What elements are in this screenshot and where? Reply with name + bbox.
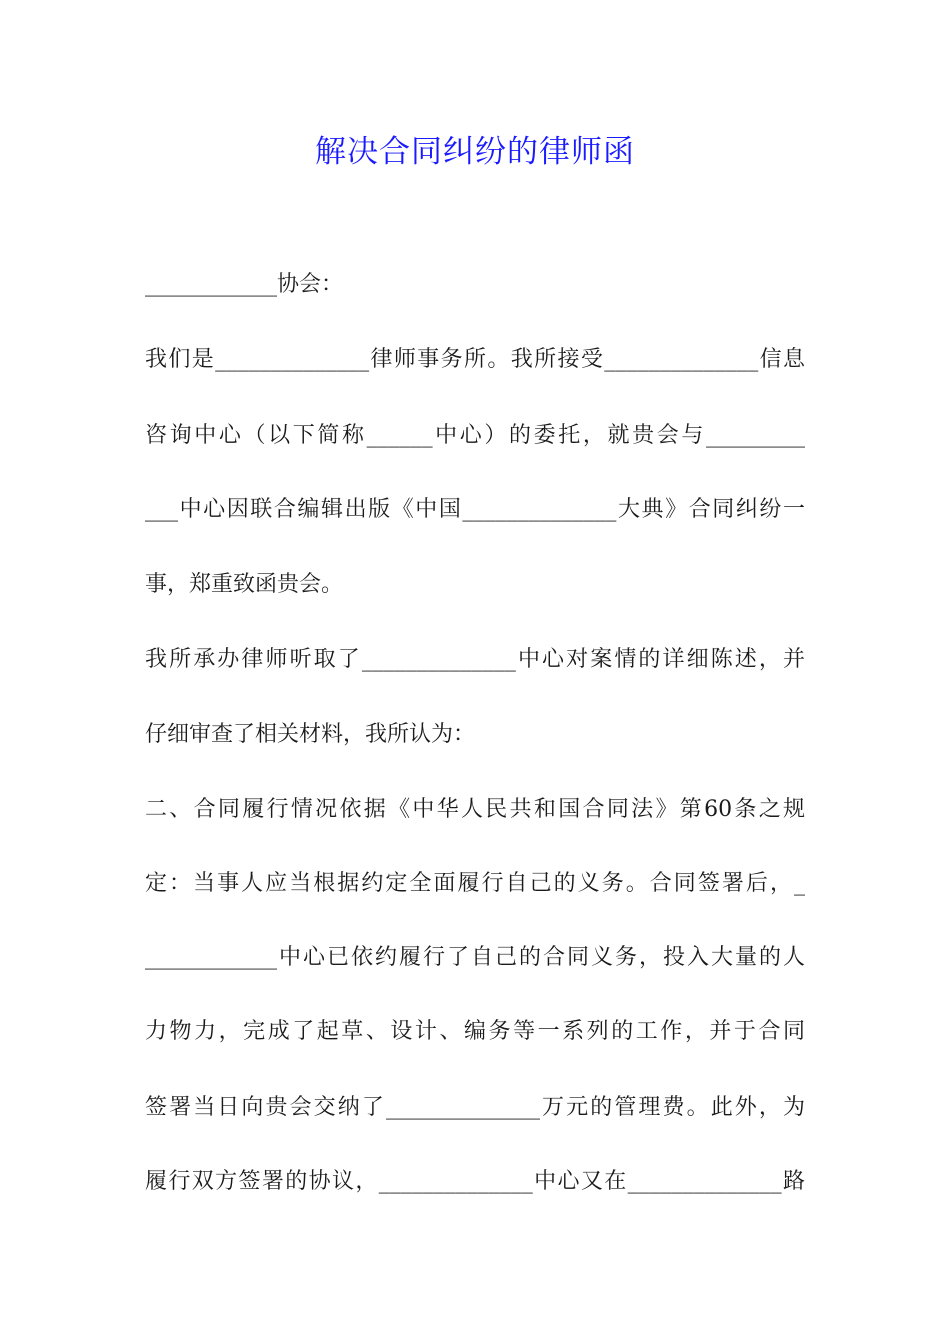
body-line-1: 我们是______________律师事务所。我所接受______________信息 [145, 347, 805, 372]
body-line-6: 仔细审查了相关材料，我所认为： [145, 722, 476, 747]
document-title: 解决合同纠纷的律师函 [315, 134, 635, 170]
body-line-5: 我所承办律师听取了______________中心对案情的详细陈述，并 [145, 647, 805, 672]
body-line-4: 事，郑重致函贵会。 [145, 572, 344, 597]
body-line-10: 力物力，完成了起草、设计、编务等一系列的工作，并于合同 [145, 1019, 805, 1044]
body-line-7: 二、合同履行情况依据《中华人民共和国合同法》第60条之规 [145, 797, 805, 822]
salutation-line: ____________协会： [145, 272, 344, 297]
body-line-9: ____________中心已依约履行了自己的合同义务，投入大量的人 [145, 945, 805, 970]
body-line-11: 签署当日向贵会交纳了______________万元的管理费。此外，为 [145, 1095, 805, 1120]
body-line-3: ___中心因联合编辑出版《中国______________大典》合同纠纷一 [145, 497, 805, 522]
body-line-12: 履行双方签署的协议，______________中心又在______________路 [145, 1169, 805, 1194]
body-line-8: 定：当事人应当根据约定全面履行自己的义务。合同签署后，_ [145, 871, 805, 896]
body-line-2: 咨询中心（以下简称______中心）的委托，就贵会与_________ [145, 423, 805, 448]
